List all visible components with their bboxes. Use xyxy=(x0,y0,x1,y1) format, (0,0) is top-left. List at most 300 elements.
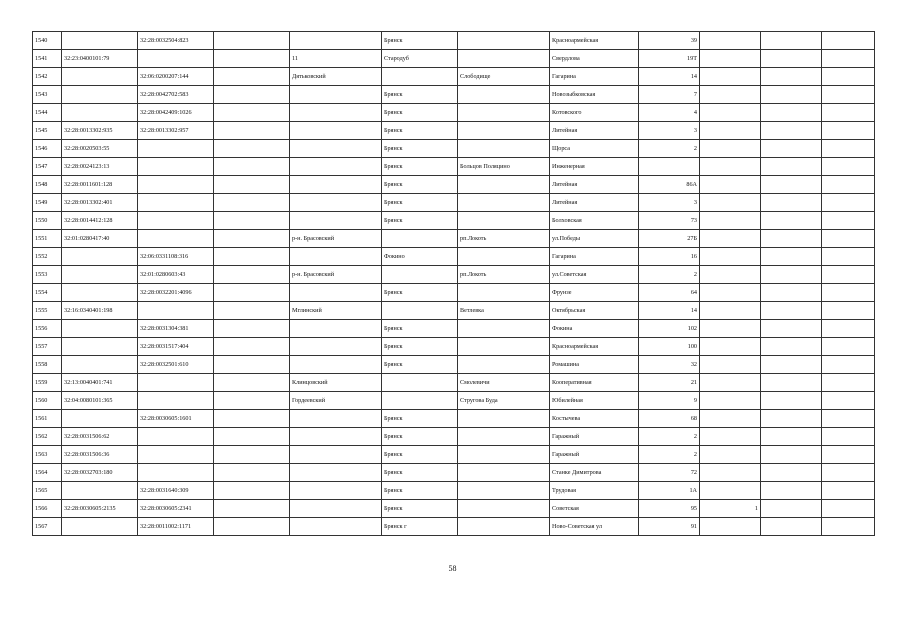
cell-street: ул.Советская xyxy=(550,266,639,284)
cell-house: 32 xyxy=(639,356,700,374)
cell-num: 1554 xyxy=(33,284,62,302)
cell-cad-old xyxy=(62,68,138,86)
cell-num: 1546 xyxy=(33,140,62,158)
cell-locality: Брянск xyxy=(382,86,458,104)
cell-cad-old xyxy=(62,320,138,338)
cell-street: Ромашина xyxy=(550,356,639,374)
cell-blank1 xyxy=(214,428,290,446)
cell-district: Дятьковский xyxy=(290,68,382,86)
cell-blank2 xyxy=(761,194,822,212)
cell-blank1 xyxy=(214,32,290,50)
cell-locality: Брянск xyxy=(382,158,458,176)
cell-blank3 xyxy=(822,212,875,230)
cell-cad-new: 32:28:0032201:4096 xyxy=(138,284,214,302)
cell-street: Гагарина xyxy=(550,248,639,266)
cell-cad-new: 32:06:0200207:144 xyxy=(138,68,214,86)
cell-settlement xyxy=(458,518,550,536)
cell-settlement: Струговa Буда xyxy=(458,392,550,410)
cell-blank3 xyxy=(822,230,875,248)
cell-district xyxy=(290,428,382,446)
cell-settlement xyxy=(458,176,550,194)
cell-street: Советская xyxy=(550,500,639,518)
cell-num: 1540 xyxy=(33,32,62,50)
cell-blank3 xyxy=(822,338,875,356)
cell-settlement xyxy=(458,284,550,302)
table-row xyxy=(33,464,875,482)
cell-extra xyxy=(700,464,761,482)
cell-blank3 xyxy=(822,320,875,338)
cell-cad-old: 32:28:0032703:180 xyxy=(62,464,138,482)
cell-house: 4 xyxy=(639,104,700,122)
cell-street: Костычева xyxy=(550,410,639,428)
cell-house: 14 xyxy=(639,68,700,86)
cell-blank2 xyxy=(761,248,822,266)
cell-street: Котовского xyxy=(550,104,639,122)
cell-blank3 xyxy=(822,86,875,104)
cell-num: 1564 xyxy=(33,464,62,482)
table-row xyxy=(33,158,875,176)
cell-extra xyxy=(700,122,761,140)
cell-num: 1549 xyxy=(33,194,62,212)
cell-blank1 xyxy=(214,266,290,284)
cell-district xyxy=(290,284,382,302)
cell-settlement xyxy=(458,194,550,212)
cell-district xyxy=(290,356,382,374)
cell-district xyxy=(290,212,382,230)
cell-locality xyxy=(382,302,458,320)
cell-settlement xyxy=(458,446,550,464)
cell-settlement: Ветлевка xyxy=(458,302,550,320)
cell-blank2 xyxy=(761,176,822,194)
cell-blank2 xyxy=(761,158,822,176)
cell-blank1 xyxy=(214,122,290,140)
cell-district xyxy=(290,518,382,536)
cell-cad-new: 32:28:0031304:381 xyxy=(138,320,214,338)
cell-district: Клинцовский xyxy=(290,374,382,392)
cell-cad-old xyxy=(62,32,138,50)
cell-cad-new: 32:28:0011002:1171 xyxy=(138,518,214,536)
cell-num: 1553 xyxy=(33,266,62,284)
cell-num: 1552 xyxy=(33,248,62,266)
cell-cad-new: 32:28:0031517:404 xyxy=(138,338,214,356)
cell-extra xyxy=(700,68,761,86)
cell-extra xyxy=(700,104,761,122)
cell-district xyxy=(290,140,382,158)
cell-settlement xyxy=(458,410,550,428)
table-row xyxy=(33,266,875,284)
cell-cad-old: 32:16:0340401:198 xyxy=(62,302,138,320)
registry-table xyxy=(32,31,875,536)
cell-settlement xyxy=(458,338,550,356)
cell-blank3 xyxy=(822,158,875,176)
cell-blank3 xyxy=(822,50,875,68)
cell-cad-new: 32:28:0042409:1026 xyxy=(138,104,214,122)
cell-locality xyxy=(382,392,458,410)
cell-cad-old xyxy=(62,356,138,374)
cell-extra xyxy=(700,284,761,302)
cell-num: 1551 xyxy=(33,230,62,248)
cell-street: Свердлова xyxy=(550,50,639,68)
cell-district: р-н. Брасовский xyxy=(290,266,382,284)
cell-blank2 xyxy=(761,500,822,518)
cell-settlement xyxy=(458,428,550,446)
cell-street: ул.Победы xyxy=(550,230,639,248)
cell-house: 2 xyxy=(639,446,700,464)
cell-num: 1556 xyxy=(33,320,62,338)
cell-blank2 xyxy=(761,482,822,500)
cell-num: 1560 xyxy=(33,392,62,410)
cell-cad-new: 32:01:0280603:43 xyxy=(138,266,214,284)
cell-cad-new xyxy=(138,194,214,212)
cell-locality xyxy=(382,68,458,86)
cell-blank2 xyxy=(761,374,822,392)
cell-cad-old: 32:28:0031506:36 xyxy=(62,446,138,464)
table-row xyxy=(33,284,875,302)
cell-cad-old xyxy=(62,104,138,122)
cell-num: 1543 xyxy=(33,86,62,104)
cell-house: 1А xyxy=(639,482,700,500)
cell-blank1 xyxy=(214,410,290,428)
cell-blank3 xyxy=(822,392,875,410)
cell-blank2 xyxy=(761,32,822,50)
cell-blank1 xyxy=(214,518,290,536)
table-row xyxy=(33,410,875,428)
cell-extra xyxy=(700,248,761,266)
cell-extra xyxy=(700,32,761,50)
cell-blank3 xyxy=(822,68,875,86)
cell-cad-old xyxy=(62,284,138,302)
cell-settlement xyxy=(458,212,550,230)
cell-house: 3 xyxy=(639,194,700,212)
cell-district xyxy=(290,320,382,338)
cell-street: Красноармейская xyxy=(550,32,639,50)
cell-house: 21 xyxy=(639,374,700,392)
cell-street: Новозыбковская xyxy=(550,86,639,104)
cell-blank1 xyxy=(214,464,290,482)
cell-blank2 xyxy=(761,302,822,320)
cell-street: Красноармейская xyxy=(550,338,639,356)
cell-street: Фокина xyxy=(550,320,639,338)
cell-house: 27Б xyxy=(639,230,700,248)
cell-locality: Брянск xyxy=(382,338,458,356)
cell-cad-new xyxy=(138,374,214,392)
cell-blank3 xyxy=(822,266,875,284)
cell-district xyxy=(290,464,382,482)
table-row xyxy=(33,446,875,464)
cell-blank3 xyxy=(822,302,875,320)
table-row xyxy=(33,230,875,248)
cell-locality xyxy=(382,266,458,284)
cell-cad-old: 32:23:0400101:79 xyxy=(62,50,138,68)
cell-blank1 xyxy=(214,284,290,302)
cell-house: 72 xyxy=(639,464,700,482)
cell-num: 1565 xyxy=(33,482,62,500)
cell-blank1 xyxy=(214,356,290,374)
cell-settlement xyxy=(458,482,550,500)
cell-blank3 xyxy=(822,500,875,518)
cell-blank1 xyxy=(214,158,290,176)
cell-street: Октябрьская xyxy=(550,302,639,320)
cell-extra xyxy=(700,230,761,248)
cell-house: 19Т xyxy=(639,50,700,68)
table-row xyxy=(33,122,875,140)
cell-street: Литейная xyxy=(550,122,639,140)
cell-locality: Брянск xyxy=(382,320,458,338)
cell-district xyxy=(290,446,382,464)
cell-cad-new: 32:28:0013302:957 xyxy=(138,122,214,140)
cell-district xyxy=(290,176,382,194)
cell-street: Литейная xyxy=(550,194,639,212)
cell-num: 1542 xyxy=(33,68,62,86)
cell-blank2 xyxy=(761,392,822,410)
cell-street: Болховская xyxy=(550,212,639,230)
table-row xyxy=(33,104,875,122)
cell-num: 1550 xyxy=(33,212,62,230)
cell-blank1 xyxy=(214,140,290,158)
cell-blank2 xyxy=(761,140,822,158)
cell-blank1 xyxy=(214,374,290,392)
cell-extra xyxy=(700,212,761,230)
cell-settlement xyxy=(458,248,550,266)
cell-cad-new xyxy=(138,158,214,176)
cell-district: Гордеевский xyxy=(290,392,382,410)
cell-settlement: рп.Локоть xyxy=(458,230,550,248)
cell-settlement xyxy=(458,104,550,122)
cell-blank2 xyxy=(761,284,822,302)
table-row xyxy=(33,50,875,68)
cell-cad-new: 32:28:0042702:583 xyxy=(138,86,214,104)
cell-cad-new xyxy=(138,176,214,194)
cell-blank3 xyxy=(822,482,875,500)
cell-house: 64 xyxy=(639,284,700,302)
cell-extra xyxy=(700,392,761,410)
cell-blank1 xyxy=(214,194,290,212)
cell-settlement xyxy=(458,32,550,50)
table-row xyxy=(33,140,875,158)
cell-num: 1567 xyxy=(33,518,62,536)
cell-cad-old: 32:13:0040401:741 xyxy=(62,374,138,392)
cell-blank3 xyxy=(822,140,875,158)
cell-blank2 xyxy=(761,464,822,482)
table-row xyxy=(33,338,875,356)
cell-cad-old xyxy=(62,518,138,536)
cell-street: Щорса xyxy=(550,140,639,158)
cell-blank3 xyxy=(822,374,875,392)
cell-house: 3 xyxy=(639,122,700,140)
cell-blank3 xyxy=(822,104,875,122)
cell-house: 95 xyxy=(639,500,700,518)
cell-blank1 xyxy=(214,320,290,338)
cell-blank3 xyxy=(822,428,875,446)
cell-extra xyxy=(700,302,761,320)
cell-num: 1562 xyxy=(33,428,62,446)
cell-settlement: Слободище xyxy=(458,68,550,86)
cell-blank3 xyxy=(822,284,875,302)
cell-locality: Фокино xyxy=(382,248,458,266)
cell-locality: Брянск xyxy=(382,410,458,428)
cell-street: Юбилейная xyxy=(550,392,639,410)
cell-house: 16 xyxy=(639,248,700,266)
cell-blank3 xyxy=(822,464,875,482)
cell-cad-new xyxy=(138,464,214,482)
cell-locality: Брянск xyxy=(382,356,458,374)
cell-blank2 xyxy=(761,428,822,446)
cell-settlement: рп.Локоть xyxy=(458,266,550,284)
cell-district xyxy=(290,482,382,500)
cell-cad-old xyxy=(62,482,138,500)
cell-cad-old xyxy=(62,338,138,356)
cell-locality: Брянск xyxy=(382,32,458,50)
cell-num: 1561 xyxy=(33,410,62,428)
cell-district: Мглинский xyxy=(290,302,382,320)
cell-blank2 xyxy=(761,320,822,338)
cell-blank1 xyxy=(214,500,290,518)
cell-num: 1544 xyxy=(33,104,62,122)
cell-blank1 xyxy=(214,392,290,410)
cell-street: Гаражный xyxy=(550,428,639,446)
cell-district xyxy=(290,32,382,50)
cell-blank1 xyxy=(214,338,290,356)
cell-cad-new xyxy=(138,446,214,464)
cell-blank3 xyxy=(822,446,875,464)
cell-num: 1559 xyxy=(33,374,62,392)
cell-house: 7 xyxy=(639,86,700,104)
cell-street: Ново-Советская ул xyxy=(550,518,639,536)
cell-locality: Брянск xyxy=(382,446,458,464)
cell-cad-old: 32:28:0014412:128 xyxy=(62,212,138,230)
cell-district: р-н. Брасовский xyxy=(290,230,382,248)
cell-locality: Брянск xyxy=(382,122,458,140)
cell-num: 1547 xyxy=(33,158,62,176)
cell-extra: 1 xyxy=(700,500,761,518)
cell-locality xyxy=(382,374,458,392)
cell-blank2 xyxy=(761,68,822,86)
table-row xyxy=(33,482,875,500)
table-row xyxy=(33,68,875,86)
cell-cad-new xyxy=(138,140,214,158)
cell-locality xyxy=(382,230,458,248)
cell-cad-new xyxy=(138,428,214,446)
cell-house: 102 xyxy=(639,320,700,338)
cell-locality: Брянск xyxy=(382,104,458,122)
cell-blank2 xyxy=(761,446,822,464)
cell-street: Станке Димитрова xyxy=(550,464,639,482)
cell-house xyxy=(639,158,700,176)
cell-cad-new: 32:28:0030605:1601 xyxy=(138,410,214,428)
page-number: 58 xyxy=(448,564,457,573)
cell-house: 9 xyxy=(639,392,700,410)
cell-settlement xyxy=(458,140,550,158)
cell-blank2 xyxy=(761,338,822,356)
cell-blank1 xyxy=(214,104,290,122)
cell-cad-new xyxy=(138,212,214,230)
cell-extra xyxy=(700,140,761,158)
table-row xyxy=(33,374,875,392)
cell-cad-old xyxy=(62,266,138,284)
cell-settlement xyxy=(458,86,550,104)
cell-street: Литейная xyxy=(550,176,639,194)
cell-extra xyxy=(700,320,761,338)
cell-extra xyxy=(700,374,761,392)
cell-extra xyxy=(700,356,761,374)
table-row xyxy=(33,356,875,374)
cell-blank3 xyxy=(822,356,875,374)
cell-cad-old: 32:28:0013302:935 xyxy=(62,122,138,140)
cell-cad-old xyxy=(62,86,138,104)
cell-house: 14 xyxy=(639,302,700,320)
cell-street: Трудовая xyxy=(550,482,639,500)
cell-locality: Стародуб xyxy=(382,50,458,68)
cell-extra xyxy=(700,158,761,176)
cell-house: 86А xyxy=(639,176,700,194)
cell-cad-old: 32:28:0031506:62 xyxy=(62,428,138,446)
cell-district xyxy=(290,122,382,140)
cell-blank1 xyxy=(214,302,290,320)
cell-cad-old: 32:28:0013302:401 xyxy=(62,194,138,212)
cell-cad-new xyxy=(138,50,214,68)
cell-district xyxy=(290,248,382,266)
cell-street: Инженерная xyxy=(550,158,639,176)
cell-extra xyxy=(700,176,761,194)
cell-extra xyxy=(700,482,761,500)
cell-locality: Брянск xyxy=(382,176,458,194)
cell-cad-new xyxy=(138,230,214,248)
cell-house: 2 xyxy=(639,266,700,284)
cell-settlement xyxy=(458,320,550,338)
cell-district xyxy=(290,86,382,104)
cell-street: Гаражный xyxy=(550,446,639,464)
table-row xyxy=(33,176,875,194)
cell-blank3 xyxy=(822,248,875,266)
cell-blank1 xyxy=(214,86,290,104)
cell-blank2 xyxy=(761,230,822,248)
cell-blank2 xyxy=(761,266,822,284)
cell-house: 100 xyxy=(639,338,700,356)
cell-cad-old xyxy=(62,410,138,428)
table-body xyxy=(33,32,875,536)
cell-extra xyxy=(700,266,761,284)
cell-settlement: Смолевичи xyxy=(458,374,550,392)
registry-sheet xyxy=(32,31,875,536)
cell-blank1 xyxy=(214,50,290,68)
cell-district xyxy=(290,158,382,176)
cell-locality: Брянск xyxy=(382,428,458,446)
table-row xyxy=(33,392,875,410)
cell-settlement xyxy=(458,122,550,140)
cell-blank1 xyxy=(214,482,290,500)
cell-blank3 xyxy=(822,122,875,140)
cell-settlement xyxy=(458,464,550,482)
table-row xyxy=(33,302,875,320)
cell-locality: Брянск г xyxy=(382,518,458,536)
cell-settlement xyxy=(458,50,550,68)
cell-locality: Брянск xyxy=(382,284,458,302)
table-row xyxy=(33,500,875,518)
cell-extra xyxy=(700,86,761,104)
cell-blank2 xyxy=(761,104,822,122)
cell-blank3 xyxy=(822,176,875,194)
cell-cad-new: 32:28:0030605:2341 xyxy=(138,500,214,518)
table-row xyxy=(33,320,875,338)
cell-extra xyxy=(700,446,761,464)
cell-settlement xyxy=(458,500,550,518)
cell-blank1 xyxy=(214,446,290,464)
cell-street: Гагарина xyxy=(550,68,639,86)
cell-num: 1563 xyxy=(33,446,62,464)
cell-cad-old: 32:04:0080101:365 xyxy=(62,392,138,410)
cell-cad-new: 32:28:0031640:309 xyxy=(138,482,214,500)
cell-cad-new: 32:06:0331108:316 xyxy=(138,248,214,266)
